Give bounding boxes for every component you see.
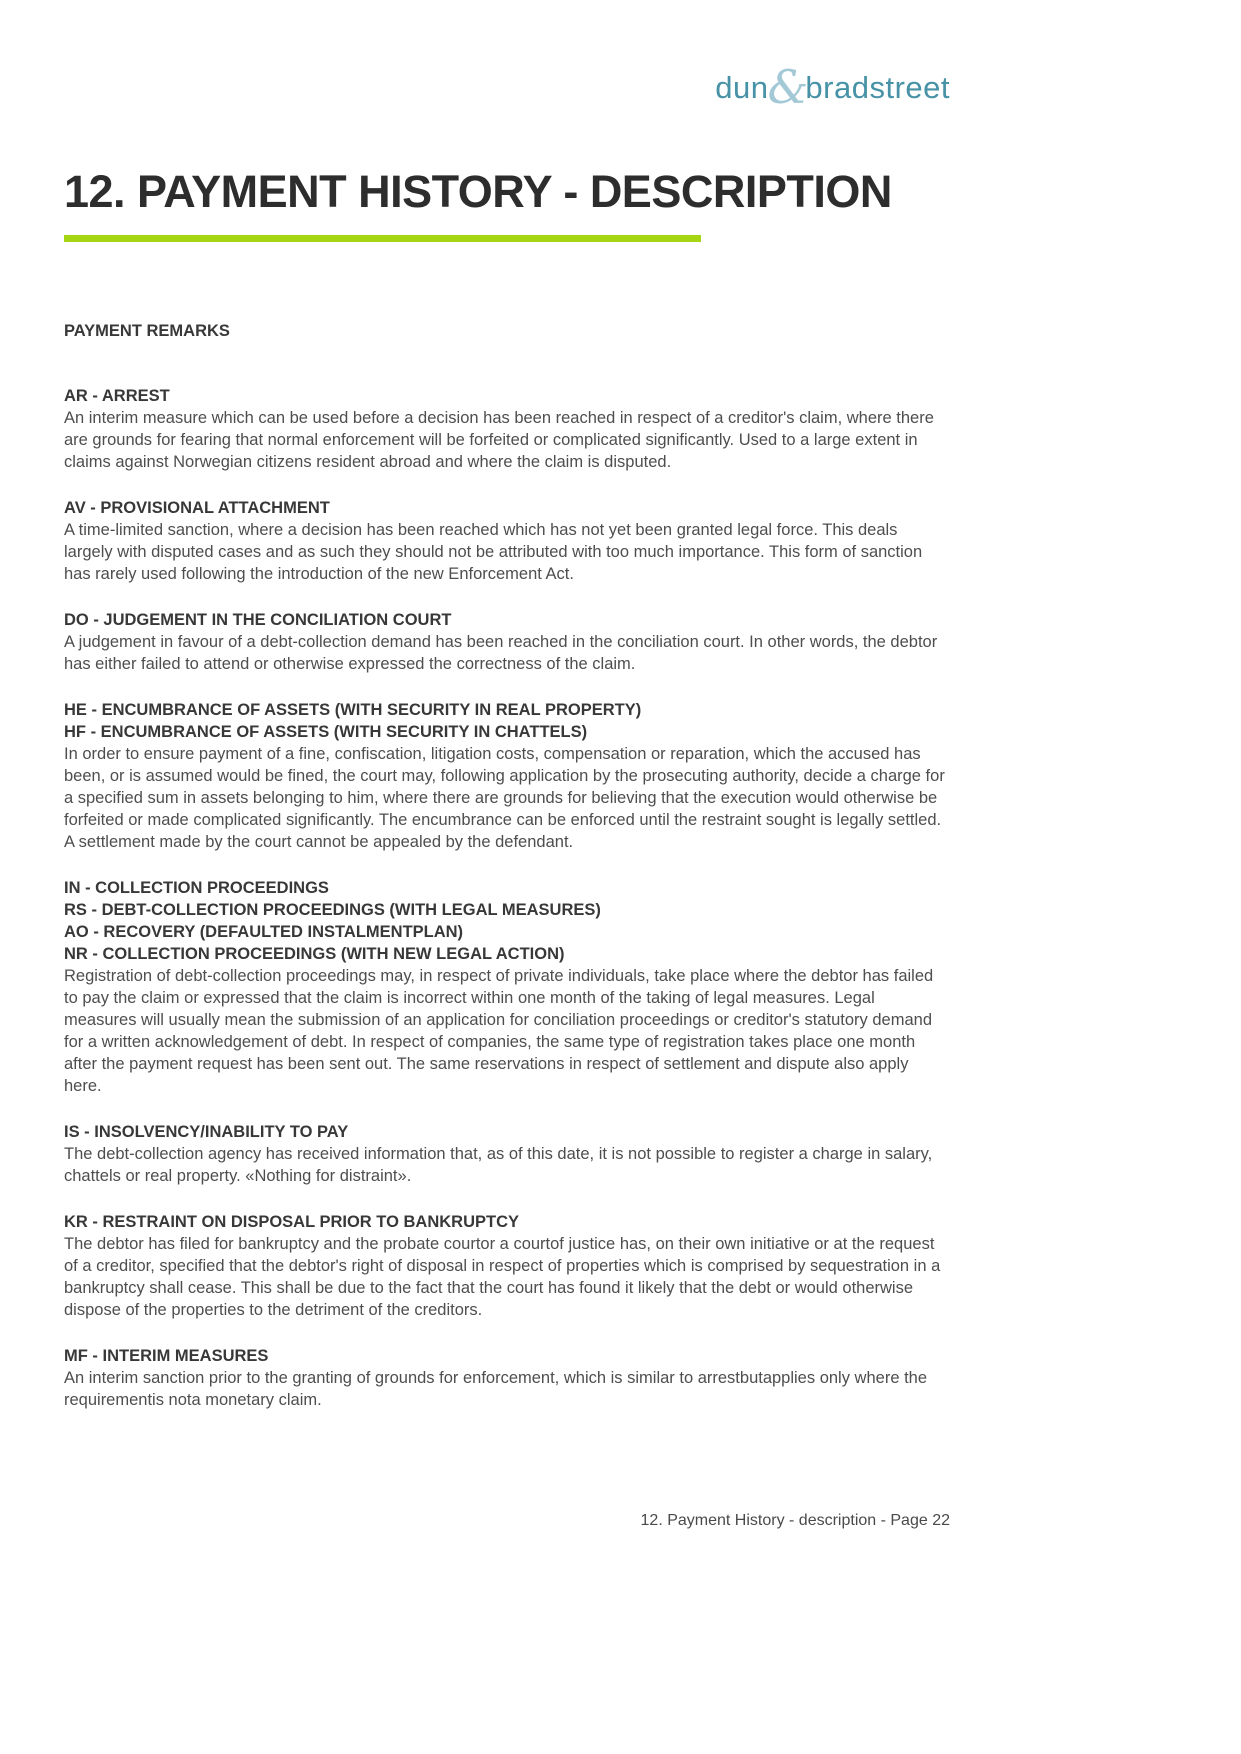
remark-body: The debt-collection agency has received information that, as of this date, it is not possible to register a charge in salary, chattels or real property. «Nothing for distraint». [64,1145,933,1186]
remark-heading: KR - RESTRAINT ON DISPOSAL PRIOR TO BANKRUPTCY [64,1213,519,1232]
remark-body: Registration of debt-collection proceedings may, in respect of private individuals, take place where the debtor has failed to pay the claim or expressed that the claim is incorrect within one month of the taking of legal measures. Legal measures will usually mean the submission of an application for conciliation proceedings or creditor's statutory demand for a written acknowledgement of debt. In respect of companies, the same type of registration takes place one month after the payment request has been sent out. The same reservations in respect of settlement and dispute also apply here. [64,967,934,1096]
remark-heading: MF - INTERIM MEASURES [64,1347,269,1366]
remark-section-ar [64,385,950,473]
remark-section-av [64,497,950,585]
remark-body: In order to ensure payment of a fine, confiscation, litigation costs, compensation or reparation, which the accused has been, or is assumed would be fined, the court may, following application by the prosecuting authority, decide a charge for a specified sum in assets belonging to him, where there are grounds for believing that the execution would otherwise be forfeited or made complicated significantly. The encumbrance can be enforced until the restraint sought is legally settled. A settlement made by the court cannot be appealed by the defendant. [64,745,945,852]
section-label: PAYMENT REMARKS [64,322,230,341]
remark-section-mf [64,1345,950,1411]
remark-body: An interim measure which can be used before a decision has been reached in respect of a creditor's claim, where there are grounds for fearing that normal enforcement will be forfeited or complicated significantly. Used to a large extent in claims against Norwegian citizens resident abroad and where the claim is disputed. [64,409,934,472]
remark-heading: HF - ENCUMBRANCE OF ASSETS (WITH SECURITY IN CHATTELS) [64,723,588,742]
remark-heading: NR - COLLECTION PROCEEDINGS (WITH NEW LEGAL ACTION) [64,945,565,964]
remark-section-is [64,1121,950,1187]
logo-text-dun: dun [715,70,769,105]
remark-heading: RS - DEBT-COLLECTION PROCEEDINGS (WITH LEGAL MEASURES) [64,901,601,920]
remark-body: An interim sanction prior to the granting of grounds for enforcement, which is similar to arrestbutapplies only where the requirementis nota monetary claim. [64,1369,928,1410]
remark-section-he-hf [64,699,950,853]
remark-section-in-rs-ao-nr [64,877,950,1097]
remark-section-do [64,609,950,675]
remark-body: The debtor has filed for bankruptcy and the probate courtor a courtof justice has, on their own initiative or at the request of a creditor, specified that the debtor's right of disposal in respect of properties which is comprised by sequestration in a bankruptcy shall cease. This shall be due to the fact that the court has found it likely that the debt or would otherwise dispose of the properties to the detriment of the creditors. [64,1235,941,1320]
remark-body: A judgement in favour of a debt-collection demand has been reached in the conciliation court. In other words, the debtor has either failed to attend or otherwise expressed the correctness of the claim. [64,633,938,674]
dnb-logo: dun & bradstreet [715,60,950,114]
remark-heading: AV - PROVISIONAL ATTACHMENT [64,499,330,518]
header [0,0,1241,114]
content [64,322,950,1411]
logo-text-bradstreet: bradstreet [805,70,950,105]
title-accent-bar [64,235,701,242]
remark-heading: IN - COLLECTION PROCEEDINGS [64,879,329,898]
remark-heading: IS - INSOLVENCY/INABILITY TO PAY [64,1123,349,1142]
remark-heading: AR - ARREST [64,387,170,406]
remark-heading: HE - ENCUMBRANCE OF ASSETS (WITH SECURITY IN REAL PROPERTY) [64,701,642,720]
remark-body: A time-limited sanction, where a decision has been reached which has not yet been granted legal force. This deals largely with disputed cases and as such they should not be attributed with too much importance. This form of sanction has rarely used following the introduction of the new Enforcement Act. [64,521,923,584]
page-footer: 12. Payment History - description - Page 22 [640,1512,950,1529]
remark-heading: AO - RECOVERY (DEFAULTED INSTALMENTPLAN) [64,923,464,942]
remark-section-kr [64,1211,950,1321]
page-title: 12. PAYMENT HISTORY - DESCRIPTION [64,166,892,217]
remark-heading: DO - JUDGEMENT IN THE CONCILIATION COURT [64,611,452,630]
